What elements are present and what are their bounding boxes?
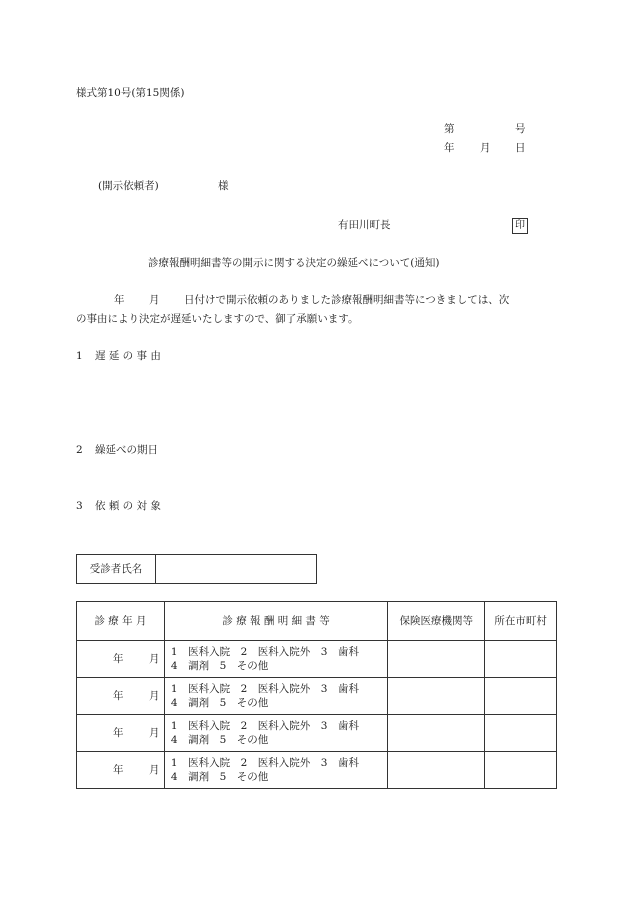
treatment-month-cell[interactable] <box>77 641 165 678</box>
statement-type-cell[interactable] <box>164 715 387 752</box>
municipality-cell[interactable] <box>485 752 557 789</box>
section-3-label: 依 頼 の 対 象 <box>95 500 161 512</box>
year-label: 年 <box>113 727 124 739</box>
header-medical-institution: 保険医療機関等 <box>388 602 485 641</box>
category-options-line1: 1 医科入院 2 医科入院外 3 歯科 <box>170 720 359 732</box>
addressee-honorific: 様 <box>218 180 229 192</box>
table-header-row <box>77 602 557 641</box>
treatment-month-cell[interactable] <box>77 752 165 789</box>
statement-type-cell[interactable] <box>164 752 387 789</box>
category-options-line1: 1 医科入院 2 医科入院外 3 歯科 <box>170 757 359 769</box>
issuer-name: 有田川町長 <box>338 219 391 231</box>
municipality-cell[interactable] <box>485 678 557 715</box>
medical-institution-cell[interactable] <box>388 678 485 715</box>
doc-number-prefix: 第 <box>444 123 455 135</box>
medical-institution-cell[interactable] <box>388 715 485 752</box>
month-label: 月 <box>149 727 160 739</box>
addressee-label: (開示依頼者) <box>98 180 159 192</box>
treatment-month-cell[interactable] <box>77 715 165 752</box>
body-month: 月 <box>149 294 160 306</box>
body-line1: 日付けで開示依頼のありました診療報酬明細書等につきましては、次 <box>184 294 510 306</box>
category-options-line1: 1 医科入院 2 医科入院外 3 歯科 <box>170 646 359 658</box>
statement-type-cell[interactable] <box>164 641 387 678</box>
category-options-line2: 4 調剤 5 その他 <box>170 771 269 783</box>
section-1-number: 1 <box>76 350 83 362</box>
section-1-label: 遅 延 の 事 由 <box>95 350 161 362</box>
body-year: 年 <box>114 294 125 306</box>
municipality-cell[interactable] <box>485 715 557 752</box>
patient-name-field[interactable] <box>156 555 317 584</box>
year-label: 年 <box>113 653 124 665</box>
year-label: 年 <box>113 690 124 702</box>
medical-institution-cell[interactable] <box>388 641 485 678</box>
date-month: 月 <box>480 142 491 154</box>
form-number: 様式第10号(第15関係) <box>76 87 185 99</box>
header-treatment-month: 診 療 年 月 <box>77 602 165 641</box>
document-title: 診療報酬明細書等の開示に関する決定の繰延べについて(通知) <box>148 257 440 269</box>
table-row <box>77 641 557 678</box>
category-options-line2: 4 調剤 5 その他 <box>170 660 269 672</box>
section-3-number: 3 <box>76 500 83 512</box>
patient-name-table <box>76 554 317 584</box>
month-label: 月 <box>149 764 160 776</box>
year-label: 年 <box>113 764 124 776</box>
category-options-line1: 1 医科入院 2 医科入院外 3 歯科 <box>170 683 359 695</box>
table-row <box>77 678 557 715</box>
category-options-line2: 4 調剤 5 その他 <box>170 734 269 746</box>
municipality-cell[interactable] <box>485 641 557 678</box>
records-table <box>76 601 557 789</box>
patient-name-label: 受診者氏名 <box>77 555 156 584</box>
month-label: 月 <box>149 690 160 702</box>
header-statement-type: 診 療 報 酬 明 細 書 等 <box>164 602 387 641</box>
seal-mark: 印 <box>512 218 528 234</box>
section-2-label: 繰延べの期日 <box>95 444 158 456</box>
table-row <box>77 715 557 752</box>
body-line2: の事由により決定が遅延いたしますので、御了承願います。 <box>76 313 359 325</box>
date-day: 日 <box>515 142 526 154</box>
category-options-line2: 4 調剤 5 その他 <box>170 697 269 709</box>
treatment-month-cell[interactable] <box>77 678 165 715</box>
month-label: 月 <box>149 653 160 665</box>
table-row <box>77 752 557 789</box>
doc-number-suffix: 号 <box>515 123 526 135</box>
section-2-number: 2 <box>76 444 83 456</box>
medical-institution-cell[interactable] <box>388 752 485 789</box>
statement-type-cell[interactable] <box>164 678 387 715</box>
date-year: 年 <box>444 142 455 154</box>
header-municipality: 所在市町村 <box>485 602 557 641</box>
